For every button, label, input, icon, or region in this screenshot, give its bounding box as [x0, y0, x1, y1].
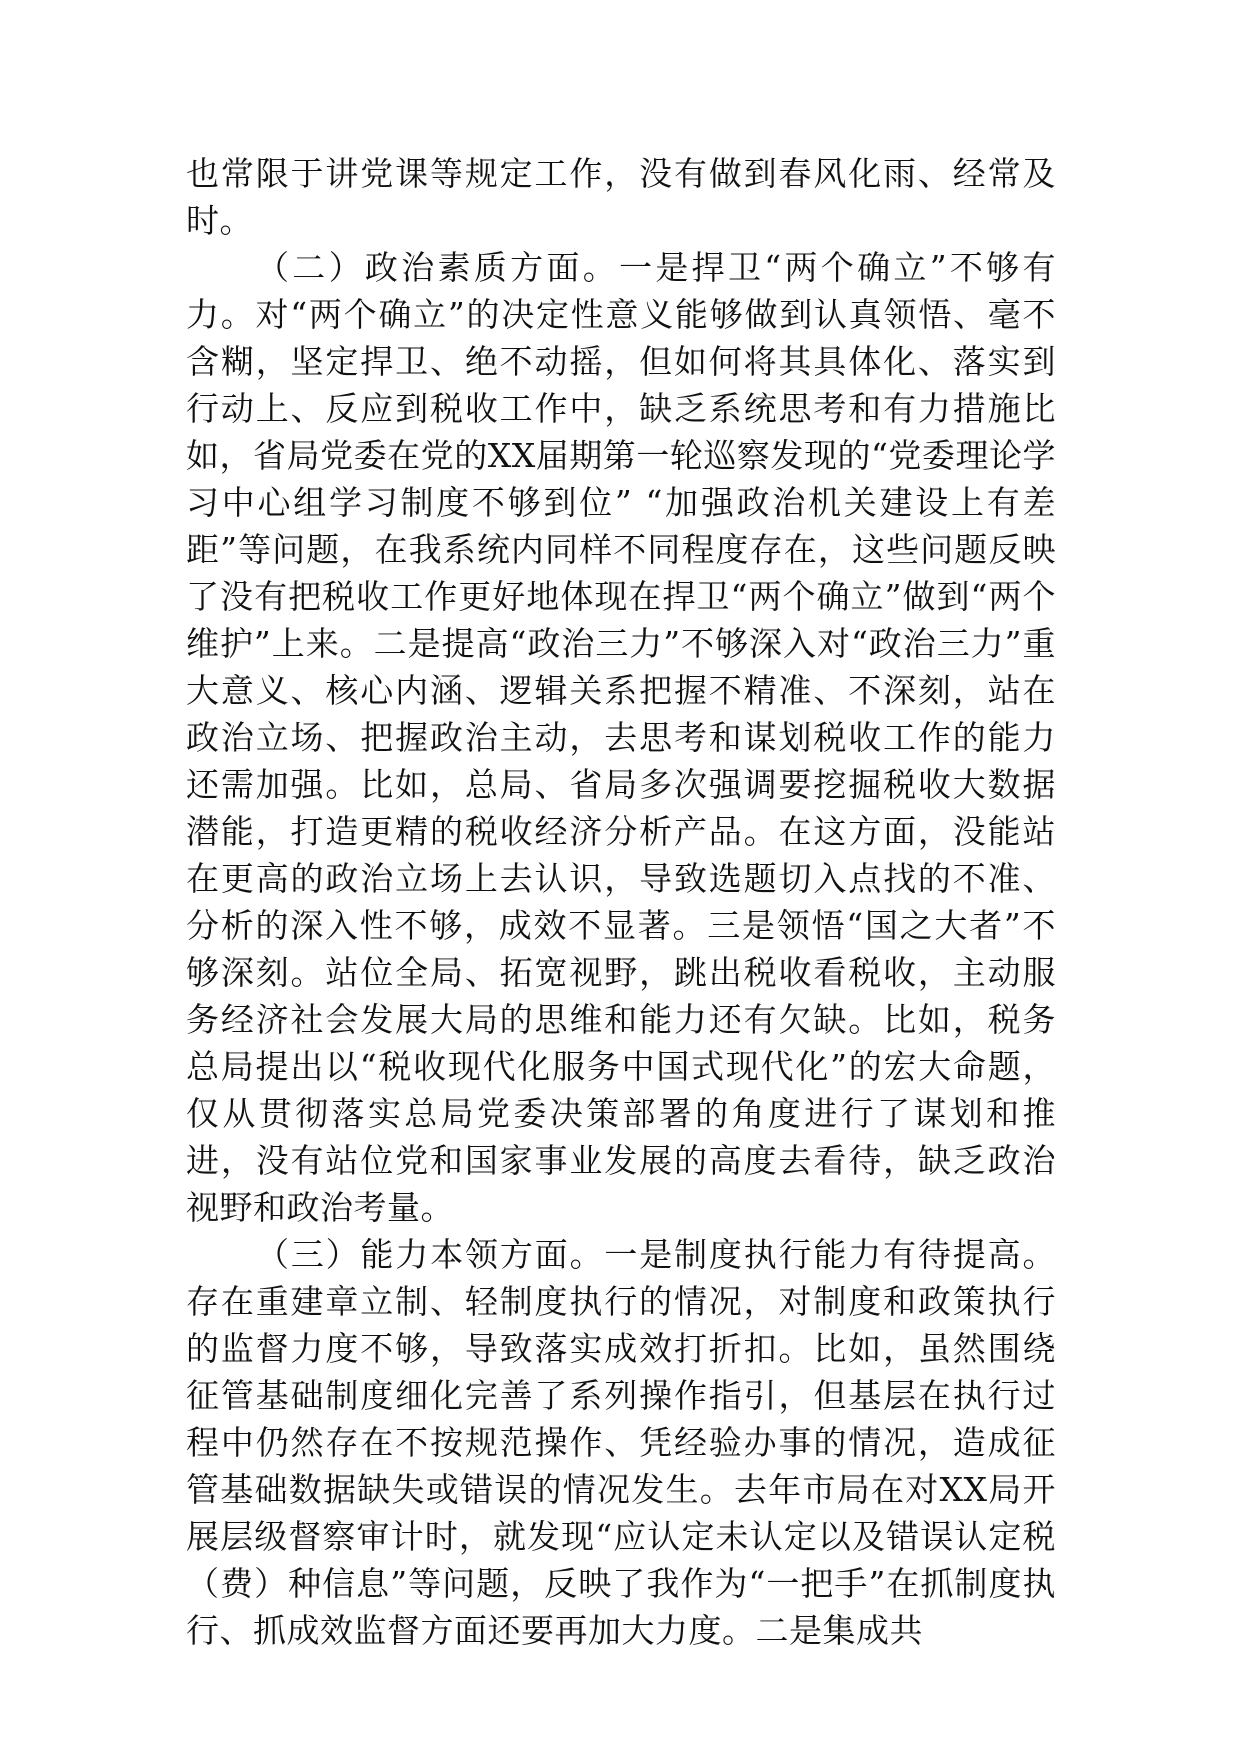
paragraph-ability: （三）能力本领方面。一是制度执行能力有待提高。存在重建章立制、轻制度执行的情况，对制度和政策执行的监督力度不够，导致落实成效打折扣。比如，虽然围绕征管基础制度细化完善了系列操作指引，但基层在执行过程中仍然存在不按规范操作、凭经验办事的情况，造成征管基础数据缺失或错误的情况发生。去年市局在对XX局开展层级督察审计时，就发现“应认定未认定以及错误认定税（费）种信息”等问题，反映了我作为“一把手”在抓制度执行、抓成效监督方面还要再加大力度。二是集成共 [186, 1235, 1056, 1650]
paragraph-political-quality: （二）政治素质方面。一是捍卫“两个确立”不够有力。对“两个确立”的决定性意义能够做到认真领悟、毫不含糊，坚定捍卫、绝不动摇，但如何将其具体化、落实到行动上、反应到税收工作中，缺乏系统思考和有力措施比如，省局党委在党的XX届期第一轮巡察发现的“党委理论学习中心组学习制度不够到位” “加强政治机关建设上有差距”等问题，在我系统内同样不同程度存在，这些问题反映了没有把税收工作更好地体现在捍卫“两个确立”做到“两个维护”上来。二是提高“政治三力”不够深入对“政治三力”重大意义、核心内涵、逻辑关系把握不精准、不深刻，站在政治立场、把握政治主动，去思考和谋划税收工作的能力还需加强。比如，总局、省局多次强调要挖掘税收大数据潜能，打造更精的税收经济分析产品。在这方面，没能站在更高的政治立场上去认识，导致选题切入点找的不准、分析的深入性不够，成效不显著。三是领悟“国之大者”不够深刻。站位全局、拓宽视野，跳出税收看税收，主动服务经济社会发展大局的思维和能力还有欠缺。比如，税务总局提出以“税收现代化服务中国式现代化”的宏大命题，仅从贯彻落实总局党委决策部署的角度进行了谋划和推进，没有站位党和国家事业发展的高度去看待，缺乏政治视野和政治考量。 [186, 248, 1056, 1227]
paragraph-continuation: 也常限于讲党课等规定工作，没有做到春风化雨、经常及时。 [186, 154, 1056, 240]
document-body [186, 150, 1056, 1654]
